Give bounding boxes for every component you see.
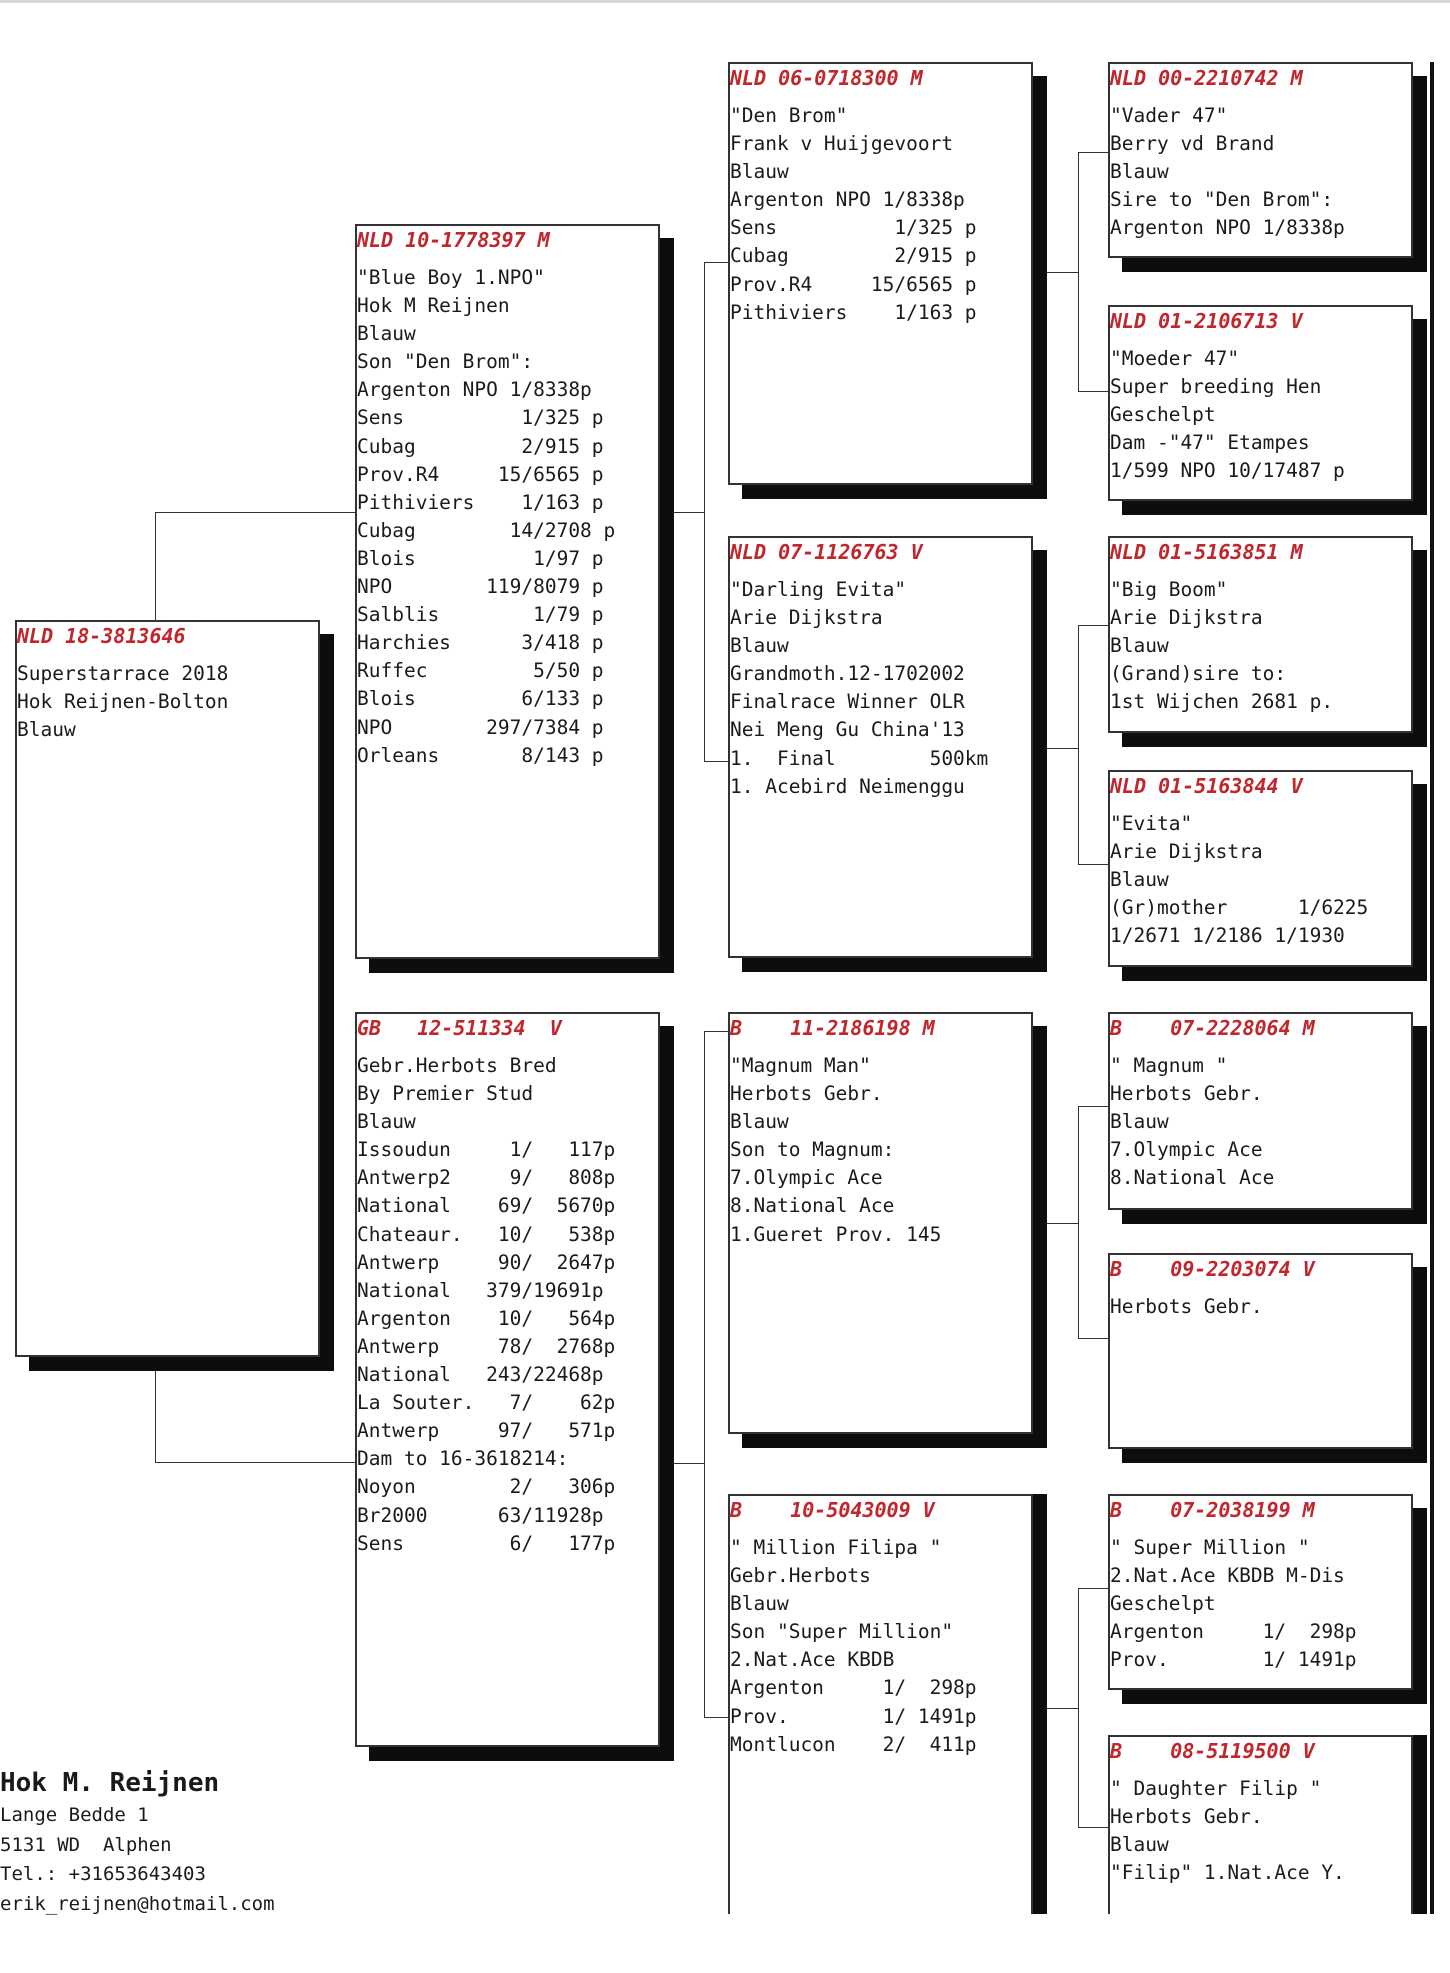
card-line: Blauw xyxy=(1110,160,1169,184)
card-line: Gebr.Herbots Bred xyxy=(357,1054,557,1077)
card-line: Herbots Gebr. xyxy=(1110,1295,1263,1318)
card-line: Prov.R4 15/6565 p xyxy=(357,462,604,486)
card-line: Argenton 1/ 298p xyxy=(730,1676,977,1700)
card-line: Prov. 1/ 1491p xyxy=(1110,1648,1357,1672)
card-line: Blauw xyxy=(357,1110,416,1134)
card-line: "Moeder 47" xyxy=(1110,347,1240,370)
card-line: " Million Filipa " xyxy=(730,1536,942,1559)
card-line: Cubag 14/2708 p xyxy=(357,518,616,542)
connector-sire xyxy=(704,262,728,762)
connector-gpsd xyxy=(1078,625,1108,865)
connector-gpds xyxy=(1078,1106,1108,1339)
card-line: Blauw xyxy=(730,1592,789,1616)
card-line: Cubag 2/915 p xyxy=(357,434,604,458)
ring-number: B 09-2203074 V xyxy=(1110,1257,1315,1281)
connector-dam-out xyxy=(666,1463,704,1464)
card-line: (Gr)mother 1/6225 xyxy=(1110,896,1369,920)
card-line: Blauw xyxy=(1110,1833,1169,1857)
card-lines xyxy=(1110,1534,1411,1674)
pedigree-card-dam-sire xyxy=(728,1012,1033,1434)
ring-number: NLD 01-5163844 V xyxy=(1110,774,1303,798)
card-line: Pithiviers 1/163 p xyxy=(730,300,977,324)
owner-name: Hok M. Reijnen xyxy=(0,1768,220,1798)
page-right-edge xyxy=(1430,62,1434,1914)
card-line: Issoudun 1/ 117p xyxy=(357,1138,616,1162)
card-line: NPO 119/8079 p xyxy=(357,575,604,599)
card-line: Geschelpt xyxy=(1110,1592,1216,1616)
ring-number: NLD 06-0718300 M xyxy=(730,66,923,90)
card-line: Superstarrace 2018 xyxy=(17,662,229,685)
card-line: Son "Den Brom": xyxy=(357,350,534,374)
pedigree-card-ggp-1 xyxy=(1108,62,1413,258)
card-line: Cubag 2/915 p xyxy=(730,244,977,268)
owner-phone: Tel.: +31653643403 xyxy=(0,1863,206,1885)
card-line: "Vader 47" xyxy=(1110,104,1228,127)
card-line: "Blue Boy 1.NPO" xyxy=(357,266,545,289)
connector-gpsd-out xyxy=(1043,748,1078,749)
card-line: Arie Dijkstra xyxy=(730,606,883,630)
card-line: Hok M Reijnen xyxy=(357,294,510,318)
connector-gpss xyxy=(1078,152,1108,392)
card-line: Blois 6/133 p xyxy=(357,687,604,711)
ring-number: GB 12-511334 V xyxy=(357,1016,562,1040)
card-line: " Super Million " xyxy=(1110,1536,1310,1559)
connector-gpdd-out xyxy=(1043,1708,1078,1709)
card-line: Montlucon 2/ 411p xyxy=(730,1732,977,1756)
card-line: "Big Boom" xyxy=(1110,578,1228,601)
card-line: Dam -"47" Etampes xyxy=(1110,431,1310,455)
pedigree-card-ggp-4 xyxy=(1108,770,1413,967)
card-line: Noyon 2/ 306p xyxy=(357,1475,616,1499)
card-line: Sire to "Den Brom": xyxy=(1110,188,1334,212)
card-line: Blois 1/97 p xyxy=(357,546,604,570)
owner-email: erik_reijnen@hotmail.com xyxy=(0,1892,275,1915)
card-lines xyxy=(17,660,318,744)
card-line: "Darling Evita" xyxy=(730,578,907,601)
connector-gpdd xyxy=(1078,1588,1108,1828)
card-lines xyxy=(730,102,1031,327)
card-lines xyxy=(730,1534,1031,1759)
card-line: 2.Nat.Ace KBDB M-Dis xyxy=(1110,1564,1345,1588)
ring-number: NLD 01-2106713 V xyxy=(1110,309,1303,333)
card-line: Blauw xyxy=(730,160,789,184)
card-line: Grandmoth.12-1702002 xyxy=(730,662,965,686)
card-line: Argenton NPO 1/8338p xyxy=(357,378,592,402)
card-line: Antwerp 78/ 2768p xyxy=(357,1334,616,1358)
ring-number: NLD 18-3813646 xyxy=(17,624,186,648)
card-line: Antwerp2 9/ 808p xyxy=(357,1166,616,1190)
ring-number: B 07-2228064 M xyxy=(1110,1016,1315,1040)
card-line: 1st Wijchen 2681 p. xyxy=(1110,690,1334,714)
card-line: La Souter. 7/ 62p xyxy=(357,1391,616,1415)
card-line: 7.Olympic Ace xyxy=(730,1166,883,1190)
card-line: Blauw xyxy=(730,1110,789,1134)
ring-number: B 10-5043009 V xyxy=(730,1498,935,1522)
pedigree-card-subject xyxy=(15,620,320,1357)
card-line: Prov. 1/ 1491p xyxy=(730,1704,977,1728)
card-lines xyxy=(1110,1775,1411,1887)
card-line: Sens 1/325 p xyxy=(357,406,604,430)
card-line: Sens 6/ 177p xyxy=(357,1531,616,1555)
pedigree-card-sire-dam xyxy=(728,536,1033,958)
card-line: Argenton 1/ 298p xyxy=(1110,1620,1357,1644)
card-line: 2.Nat.Ace KBDB xyxy=(730,1648,895,1672)
pedigree-card-ggp-7 xyxy=(1108,1494,1413,1690)
pedigree-card-dam-dam xyxy=(728,1494,1033,1914)
owner-contact xyxy=(0,1765,275,1919)
card-line: 8.National Ace xyxy=(730,1194,895,1218)
card-line: Antwerp 97/ 571p xyxy=(357,1419,616,1443)
card-line: "Magnum Man" xyxy=(730,1054,871,1077)
connector-sire-out xyxy=(666,512,704,513)
card-line: Blauw xyxy=(17,718,76,742)
pedigree-card-ggp-2 xyxy=(1108,305,1413,501)
card-line: Herbots Gebr. xyxy=(730,1082,883,1106)
card-line: Blauw xyxy=(730,634,789,658)
card-lines xyxy=(730,576,1031,801)
ring-number: B 11-2186198 M xyxy=(730,1016,935,1040)
card-line: NPO 297/7384 p xyxy=(357,715,604,739)
card-line: "Evita" xyxy=(1110,812,1193,835)
card-lines xyxy=(1110,1293,1411,1321)
card-line: Orleans 8/143 p xyxy=(357,743,604,767)
pedigree-card-sire xyxy=(355,224,660,959)
card-line: Pithiviers 1/163 p xyxy=(357,490,604,514)
card-line: Chateaur. 10/ 538p xyxy=(357,1222,616,1246)
card-lines xyxy=(357,1052,658,1558)
card-line: Antwerp 90/ 2647p xyxy=(357,1250,616,1274)
card-line: 1.Gueret Prov. 145 xyxy=(730,1222,942,1246)
card-line: 1/599 NPO 10/17487 p xyxy=(1110,459,1345,483)
card-lines xyxy=(1110,810,1411,950)
card-line: Blauw xyxy=(1110,1110,1169,1134)
card-line: Gebr.Herbots xyxy=(730,1564,871,1588)
card-line: 8.National Ace xyxy=(1110,1166,1275,1190)
card-line: Finalrace Winner OLR xyxy=(730,690,965,714)
card-line: Son "Super Million" xyxy=(730,1620,954,1644)
card-line: Super breeding Hen xyxy=(1110,375,1322,399)
connector-gpds-out xyxy=(1043,1223,1078,1224)
pedigree-card-ggp-8 xyxy=(1108,1735,1413,1914)
card-line: Salblis 1/79 p xyxy=(357,603,604,627)
card-line: 1/2671 1/2186 1/1930 xyxy=(1110,924,1345,948)
card-line: National 69/ 5670p xyxy=(357,1194,616,1218)
pedigree-card-ggp-6 xyxy=(1108,1253,1413,1449)
card-line: " Daughter Filip " xyxy=(1110,1777,1322,1800)
card-line: Blauw xyxy=(1110,634,1169,658)
card-line: Blauw xyxy=(1110,868,1169,892)
card-line: Argenton NPO 1/8338p xyxy=(1110,216,1345,240)
card-line: Son to Magnum: xyxy=(730,1138,895,1162)
connector-dam xyxy=(704,1031,728,1718)
card-lines xyxy=(1110,576,1411,716)
pedigree-card-sire-sire xyxy=(728,62,1033,485)
pedigree-card-ggp-5 xyxy=(1108,1012,1413,1210)
ring-number: B 08-5119500 V xyxy=(1110,1739,1315,1763)
ring-number: NLD 10-1778397 M xyxy=(357,228,550,252)
card-line: Argenton 10/ 564p xyxy=(357,1306,616,1330)
owner-address: Lange Bedde 1 xyxy=(0,1804,149,1826)
card-line: Hok Reijnen-Bolton xyxy=(17,690,229,714)
card-line: Ruffec 5/50 p xyxy=(357,659,604,683)
card-line: (Grand)sire to: xyxy=(1110,662,1287,686)
card-line: Blauw xyxy=(357,322,416,346)
card-line: Geschelpt xyxy=(1110,403,1216,427)
card-lines xyxy=(730,1052,1031,1249)
card-line: Br2000 63/11928p xyxy=(357,1503,604,1527)
card-lines xyxy=(1110,1052,1411,1192)
card-line: 1. Acebird Neimenggu xyxy=(730,774,965,798)
card-line: Argenton NPO 1/8338p xyxy=(730,188,965,212)
ring-number: B 07-2038199 M xyxy=(1110,1498,1315,1522)
card-line: Harchies 3/418 p xyxy=(357,631,604,655)
connector-gpss-out xyxy=(1043,272,1078,273)
card-line: By Premier Stud xyxy=(357,1082,534,1106)
card-line: Prov.R4 15/6565 p xyxy=(730,272,977,296)
card-line: "Den Brom" xyxy=(730,104,848,127)
owner-city: 5131 WD Alphen xyxy=(0,1833,172,1856)
card-line: Arie Dijkstra xyxy=(1110,606,1263,630)
ring-number: NLD 07-1126763 V xyxy=(730,540,923,564)
card-lines xyxy=(1110,345,1411,485)
card-line: Sens 1/325 p xyxy=(730,216,977,240)
card-line: Frank v Huijgevoort xyxy=(730,132,954,156)
card-line: Arie Dijkstra xyxy=(1110,840,1263,864)
card-line: Herbots Gebr. xyxy=(1110,1082,1263,1106)
card-lines xyxy=(357,264,658,770)
card-line: National 379/19691p xyxy=(357,1278,604,1302)
card-line: Nei Meng Gu China'13 xyxy=(730,718,965,742)
card-line: 1. Final 500km xyxy=(730,746,989,770)
pedigree-card-ggp-3 xyxy=(1108,536,1413,733)
card-line: "Filip" 1.Nat.Ace Y. xyxy=(1110,1861,1345,1885)
card-line: Herbots Gebr. xyxy=(1110,1805,1263,1829)
card-line: Berry vd Brand xyxy=(1110,132,1275,156)
card-lines xyxy=(1110,102,1411,242)
ring-number: NLD 01-5163851 M xyxy=(1110,540,1303,564)
pedigree-card-dam xyxy=(355,1012,660,1747)
top-border xyxy=(0,0,1450,3)
ring-number: NLD 00-2210742 M xyxy=(1110,66,1303,90)
card-line: " Magnum " xyxy=(1110,1054,1228,1077)
card-line: National 243/22468p xyxy=(357,1363,604,1387)
card-line: Dam to 16-3618214: xyxy=(357,1447,569,1471)
card-line: 7.Olympic Ace xyxy=(1110,1138,1263,1162)
